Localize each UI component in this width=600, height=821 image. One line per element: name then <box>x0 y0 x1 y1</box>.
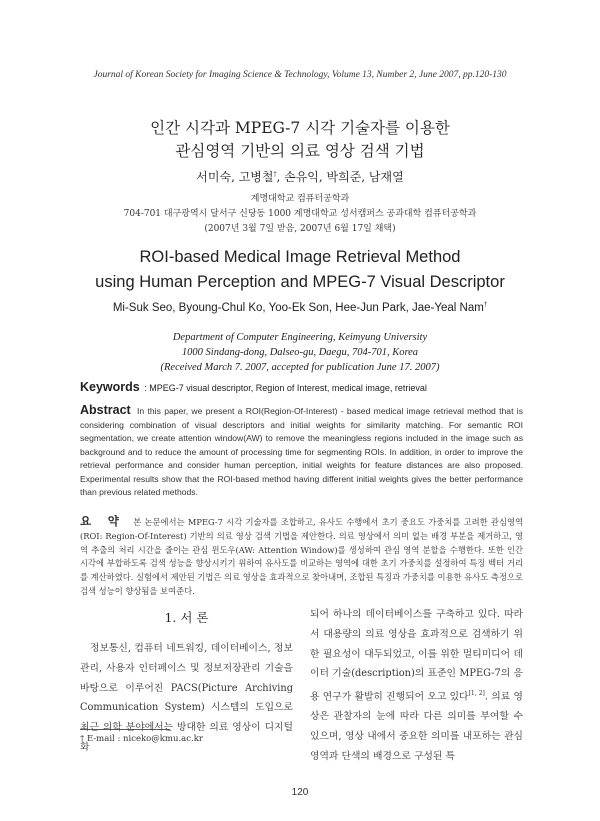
page-number: 120 <box>291 787 309 798</box>
english-corresponding-mark: † <box>483 302 488 309</box>
keywords-label: Keywords <box>80 380 140 394</box>
keywords <box>80 380 525 394</box>
journal-header: Journal of Korean Society for Imaging Science & Technology, Volume 13, Number 2, June 2007, pp.120-130 <box>93 70 507 80</box>
korean-title-line-1: 인간 시각과 MPEG-7 시각 기술자를 이용한 <box>150 119 450 137</box>
english-authors <box>0 302 600 314</box>
korean-abstract <box>80 515 523 599</box>
intro-right-text-1: 되어 하나의 데이터베이스를 구축하고 있다. 따라서 대용량의 의료 영상을 효과적으로 검색하기 위한 필요성이 대두되었고, 이를 위한 멀티미디어 데이터 기술(description)의 표준인 MPEG-7의 응용 연구가 활발히 진행되어 오고 있다 <box>310 609 523 703</box>
intro-right-text-2: . 의료 영상은 관찰자의 눈에 따라 다른 의미를 부여할 수 있으며, 영상 내에서 중요한 의미를 내포하는 관심영역과 단색의 배경으로 구성된 특 <box>310 691 524 762</box>
korean-affiliation-line-1: 계명대학교 컴퓨터공학과 <box>250 194 350 204</box>
korean-title <box>0 117 600 163</box>
section-heading-introduction: 1. 서 론 <box>164 610 209 625</box>
footnote-email: † E-mail : niceko@kmu.ac.kr <box>80 734 203 744</box>
english-affiliation-line-2: 1000 Sindang-dong, Dalseo-gu, Daegu, 704-701, Korea <box>181 347 419 358</box>
corresponding-author-mark: † <box>273 171 277 178</box>
korean-authors-before: 서미숙, 고병철 <box>196 170 274 184</box>
footnote-divider <box>80 729 170 730</box>
abstract-text: In this paper, we present a ROI(Region-Of-Interest) - based medical image retrieval method that is considering combination of visual descriptors and initial weights for similarity matching. For semantic ROI segmentation, we create attention window(AW) to remove the meaningless regions included in the image such as background and to reduce the amount of processing time for segmenting ROIs. In addition, in order to improve the retrieval performance and consider human perception, initial weights for feature distances are also proposed. Experimental results show that the ROI-based method having different initial weights gives the better performance than previous related methods. <box>80 406 523 497</box>
english-abstract <box>80 404 523 500</box>
intro-paragraph-right <box>310 605 523 767</box>
abstract-label: Abstract <box>80 403 131 417</box>
korean-abstract-label: 요 약 <box>80 514 125 528</box>
english-title <box>0 245 600 295</box>
english-authors-text: Mi-Suk Seo, Byoung-Chul Ko, Yoo-Ek Son, Hee-Jun Park, Jae-Yeal Nam <box>112 302 484 314</box>
korean-abstract-text: 본 논문에서는 MPEG-7 시각 기술자를 조합하고, 유사도 수행에서 초기 중요도 가중치를 고려한 관심영역(ROI: Region-Of-Interest) 기반의 의료 영상 검색 기법을 제안한다. 의료 영상에서 의미 없는 배경 부분을 제거하고, 영역 추출의 처리 시간을 줄이는 관심 윈도우(AW: Attention Window)를 생성하여 관심 영역 분할을 수행한다. 또한 인간 시각에 부합하도록 검색 성능을 향상시키기 위하여 유사도를 비교하는 영역에 대한 초기 가중치를 설정하여 특징 벡터 거리를 계산하였다. 실험에서 제안된 기법은 의료 영상을 효과적으로 찾아내며, 조합된 특징과 가중치를 이용한 유사도 측정으로 검색 성능이 향상됨을 보여준다. <box>80 517 523 596</box>
keywords-text: : MPEG-7 visual descriptor, Region of Interest, medical image, retrieval <box>144 383 427 393</box>
english-title-line-2: using Human Perception and MPEG-7 Visual Descriptor <box>95 273 505 291</box>
korean-affiliation-line-2: 704-701 대구광역시 달서구 신당동 1000 계명대학교 성서캠퍼스 공과대학 컴퓨터공학과 <box>123 209 477 219</box>
korean-authors <box>0 168 600 185</box>
korean-affiliation <box>0 192 600 237</box>
english-affiliation <box>0 330 600 375</box>
english-title-line-1: ROI-based Medical Image Retrieval Method <box>139 248 461 266</box>
right-column <box>310 605 523 767</box>
citation: [1, 2] <box>468 690 485 698</box>
korean-authors-after: , 손유익, 박희준, 남재열 <box>276 170 404 184</box>
english-affiliation-line-1: Department of Computer Engineering, Keimyung University <box>172 332 428 343</box>
intro-paragraph-left: 정보통신, 컴퓨터 네트워킹, 데이터베이스, 정보관리, 사용자 인터페이스 및 정보저장관리 기술을 바탕으로 이루어진 PACS(Picture Archiving Communication System) 시스템의 도입으로 최근 의학 분야에서는 방대한 의료 영상이 디지털화 <box>80 643 293 753</box>
korean-received-dates: (2007년 3월 7일 받음, 2007년 6월 17일 채택) <box>204 224 396 234</box>
korean-title-line-2: 관심영역 기반의 의료 영상 검색 기법 <box>175 142 425 160</box>
english-received-dates: (Received March 7. 2007, accepted for publication June 17. 2007) <box>160 362 440 373</box>
